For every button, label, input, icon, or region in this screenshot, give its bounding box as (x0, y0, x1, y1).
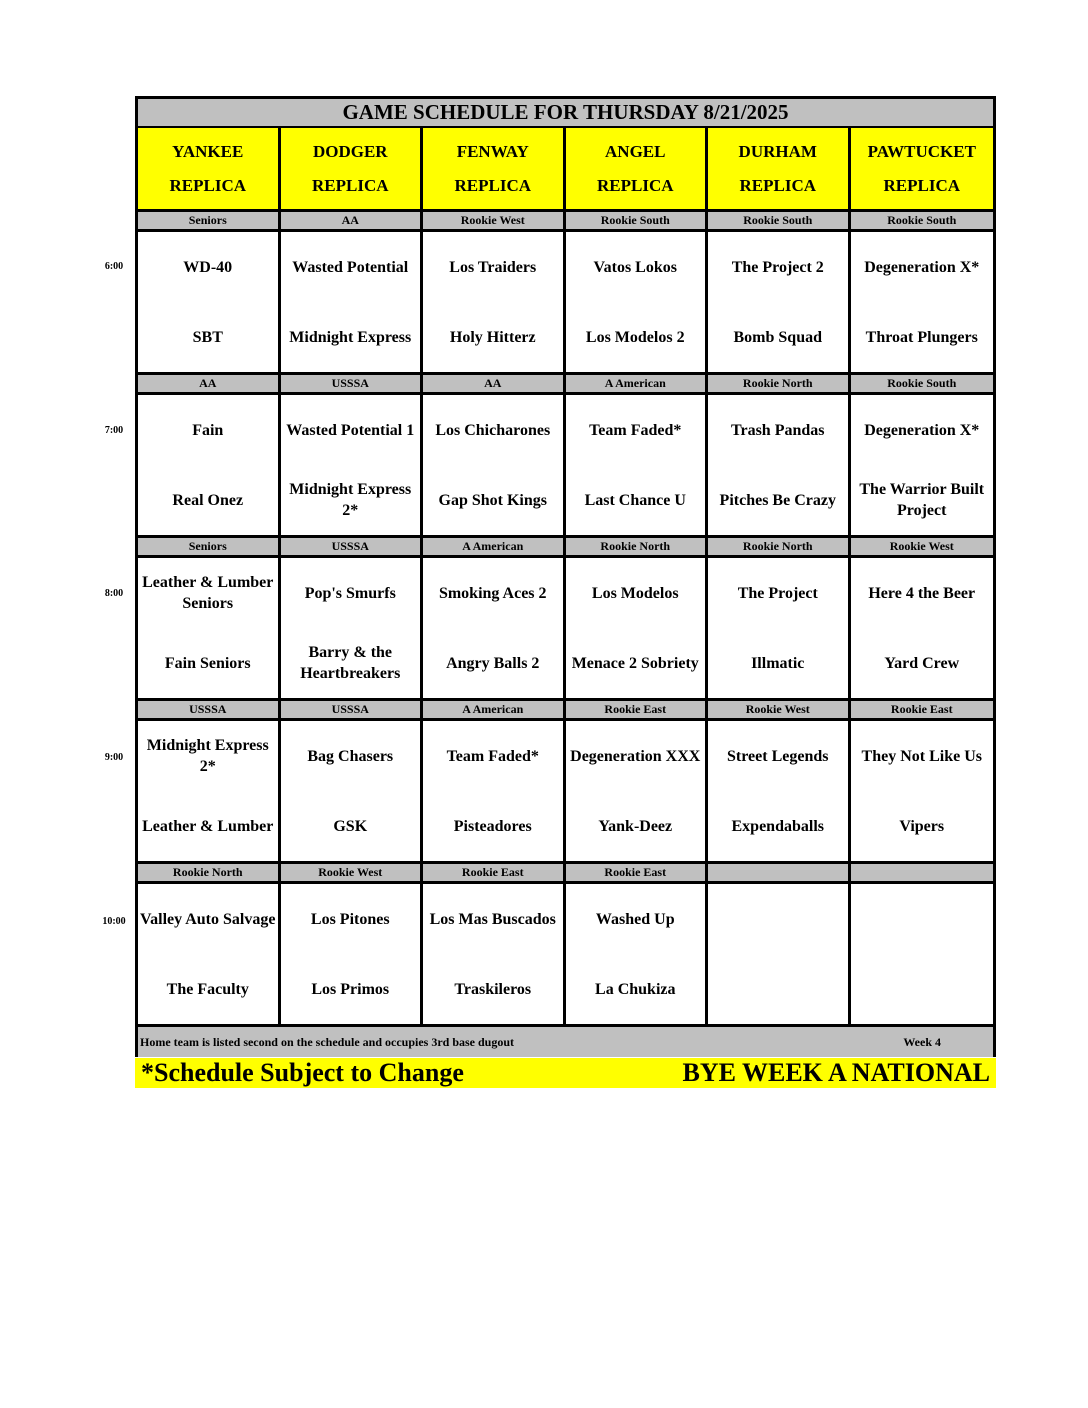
away-team: Bag Chasers (307, 747, 394, 765)
division-label: AA (423, 375, 566, 395)
home-team: Fain Seniors (164, 654, 251, 672)
game-cell (281, 558, 424, 701)
game-cell (138, 721, 281, 864)
away-team: Leather & Lumber Seniors (142, 574, 274, 612)
home-team: Expendaballs (731, 817, 824, 835)
division-label: USSSA (138, 701, 281, 721)
game-cell (423, 884, 566, 1027)
home-team: Gap Shot Kings (438, 491, 547, 509)
division-label: USSSA (281, 701, 424, 721)
home-team: Barry & the Heartbreakers (300, 644, 401, 682)
home-team: Midnight Express (289, 328, 412, 346)
field-header-dodger (281, 128, 424, 212)
away-team: WD-40 (183, 258, 233, 276)
field-name: DODGER (312, 141, 388, 161)
away-team: Los Pitones (310, 910, 390, 928)
home-team: Pisteadores (453, 817, 532, 835)
home-team: Angry Balls 2 (446, 654, 540, 672)
week-label: Week 4 (903, 1034, 941, 1049)
home-team-note: Home team is listed second on the schedule and occupies 3rd base dugout (140, 1034, 515, 1049)
schedule-table (135, 96, 996, 1057)
game-cell (566, 232, 709, 375)
away-team: Vatos Lokos (593, 258, 677, 276)
home-team: Bomb Squad (733, 328, 822, 346)
game-cell (281, 232, 424, 375)
away-team: Los Chicharones (435, 421, 551, 439)
away-team: The Project 2 (731, 258, 824, 276)
division-label: AA (138, 375, 281, 395)
game-cell (138, 395, 281, 538)
division-label: Rookie South (708, 212, 851, 232)
division-label: Rookie North (708, 375, 851, 395)
field-type: REPLICA (169, 175, 246, 195)
time-label: 6:00 (104, 261, 124, 272)
game-cell (708, 395, 851, 538)
division-label: Rookie East (851, 701, 994, 721)
game-cell (708, 558, 851, 701)
field-type: REPLICA (454, 175, 531, 195)
division-label: Rookie North (708, 538, 851, 558)
division-label: USSSA (281, 538, 424, 558)
game-cell (708, 232, 851, 375)
away-team: Team Faded* (589, 421, 682, 439)
division-label: A American (423, 538, 566, 558)
game-cell (138, 884, 281, 1027)
home-team: SBT (192, 328, 223, 346)
home-team: The Faculty (166, 980, 249, 998)
game-cell (708, 884, 851, 1027)
game-cell (138, 232, 281, 375)
game-cell (423, 721, 566, 864)
time-label: 8:00 (104, 588, 124, 599)
away-team: Wasted Potential (292, 258, 409, 276)
game-cell (566, 558, 709, 701)
game-cell (281, 884, 424, 1027)
away-team: Degeneration X* (864, 258, 980, 276)
division-label: Rookie West (281, 864, 424, 884)
time-label: 7:00 (104, 425, 124, 436)
away-team: Pop's Smurfs (304, 584, 396, 602)
division-label: Seniors (138, 212, 281, 232)
bye-week-note: BYE WEEK A NATIONAL (682, 1058, 990, 1087)
field-header-durham (708, 128, 851, 212)
field-type: REPLICA (311, 175, 389, 195)
schedule-title: GAME SCHEDULE FOR THURSDAY 8/21/2025 (138, 99, 993, 128)
away-team: Midnight Express 2* (146, 737, 269, 775)
game-cell (566, 395, 709, 538)
away-team: Degeneration XXX (570, 747, 701, 765)
away-team: Washed Up (595, 910, 675, 928)
game-cell (281, 721, 424, 864)
home-team: Leather & Lumber (142, 817, 274, 835)
division-label: Rookie East (423, 864, 566, 884)
home-team: Pitches Be Crazy (719, 491, 836, 509)
time-label: 9:00 (104, 752, 124, 763)
schedule-footer (138, 1027, 993, 1057)
field-header-angel (566, 128, 709, 212)
home-team: Yank-Deez (598, 817, 673, 835)
game-cell (851, 232, 994, 375)
field-name: ANGEL (605, 141, 666, 161)
game-cell (851, 721, 994, 864)
home-team: Yard Crew (884, 654, 960, 672)
home-team: Traskileros (454, 980, 532, 998)
game-cell (423, 558, 566, 701)
field-name: DURHAM (738, 141, 817, 161)
schedule-banner (135, 1058, 996, 1088)
time-label: 10:00 (102, 916, 126, 927)
game-cell (851, 395, 994, 538)
field-header-pawtucket (851, 128, 994, 212)
division-label: Rookie East (566, 864, 709, 884)
field-name: YANKEE (172, 141, 244, 161)
division-label: AA (281, 212, 424, 232)
home-team: Menace 2 Sobriety (571, 654, 699, 672)
away-team: Degeneration X* (864, 421, 980, 439)
division-label: Rookie East (566, 701, 709, 721)
away-team: Valley Auto Salvage (140, 910, 276, 928)
home-team: Illmatic (751, 654, 805, 672)
field-type: REPLICA (596, 175, 674, 195)
division-label: Rookie West (423, 212, 566, 232)
game-cell (423, 395, 566, 538)
division-label: Rookie South (851, 375, 994, 395)
away-team: Trash Pandas (730, 421, 825, 439)
division-label: Rookie South (566, 212, 709, 232)
division-label (851, 864, 994, 884)
division-label: Rookie North (138, 864, 281, 884)
away-team (708, 884, 848, 954)
division-label: Rookie North (566, 538, 709, 558)
home-team: Throat Plungers (865, 328, 978, 346)
game-cell (851, 884, 994, 1027)
home-team: Vipers (899, 817, 945, 835)
game-cell (566, 721, 709, 864)
division-label: Seniors (138, 538, 281, 558)
away-team: They Not Like Us (861, 747, 982, 765)
field-name: PAWTUCKET (867, 141, 976, 161)
game-cell (281, 395, 424, 538)
away-team: Street Legends (727, 747, 829, 765)
division-label: A American (566, 375, 709, 395)
away-team: Wasted Potential 1 (286, 421, 415, 439)
home-team: Real Onez (172, 491, 244, 509)
away-team: Here 4 the Beer (868, 584, 976, 602)
home-team: Los Modelos 2 (585, 328, 685, 346)
field-header-fenway (423, 128, 566, 212)
away-team: Fain (192, 421, 224, 439)
away-team: Smoking Aces 2 (438, 584, 547, 602)
division-label: Rookie South (851, 212, 994, 232)
division-label: A American (423, 701, 566, 721)
field-name: FENWAY (456, 141, 529, 161)
away-team: Los Traiders (449, 258, 537, 276)
away-team: The Project (737, 584, 818, 602)
field-type: REPLICA (883, 175, 960, 195)
away-team (851, 884, 994, 954)
away-team: Los Modelos (591, 584, 679, 602)
game-cell (566, 884, 709, 1027)
home-team: Last Chance U (584, 491, 686, 509)
subject-to-change-note: *Schedule Subject to Change (141, 1058, 464, 1087)
home-team: La Chukiza (595, 980, 676, 998)
home-team (708, 954, 848, 1024)
home-team: Midnight Express 2* (289, 481, 412, 519)
division-label: USSSA (281, 375, 424, 395)
away-team: Los Mas Buscados (429, 910, 556, 928)
home-team (851, 954, 994, 1024)
game-cell (851, 558, 994, 701)
field-header-yankee (138, 128, 281, 212)
home-team: Los Primos (311, 980, 390, 998)
field-type: REPLICA (739, 175, 816, 195)
home-team: GSK (333, 817, 368, 835)
home-team: Holy Hitterz (449, 328, 536, 346)
division-label: Rookie West (708, 701, 851, 721)
game-cell (423, 232, 566, 375)
division-label (708, 864, 851, 884)
division-label: Rookie West (851, 538, 994, 558)
away-team: Team Faded* (446, 747, 539, 765)
game-cell (138, 558, 281, 701)
home-team: The Warrior Built Project (859, 481, 985, 519)
game-cell (708, 721, 851, 864)
